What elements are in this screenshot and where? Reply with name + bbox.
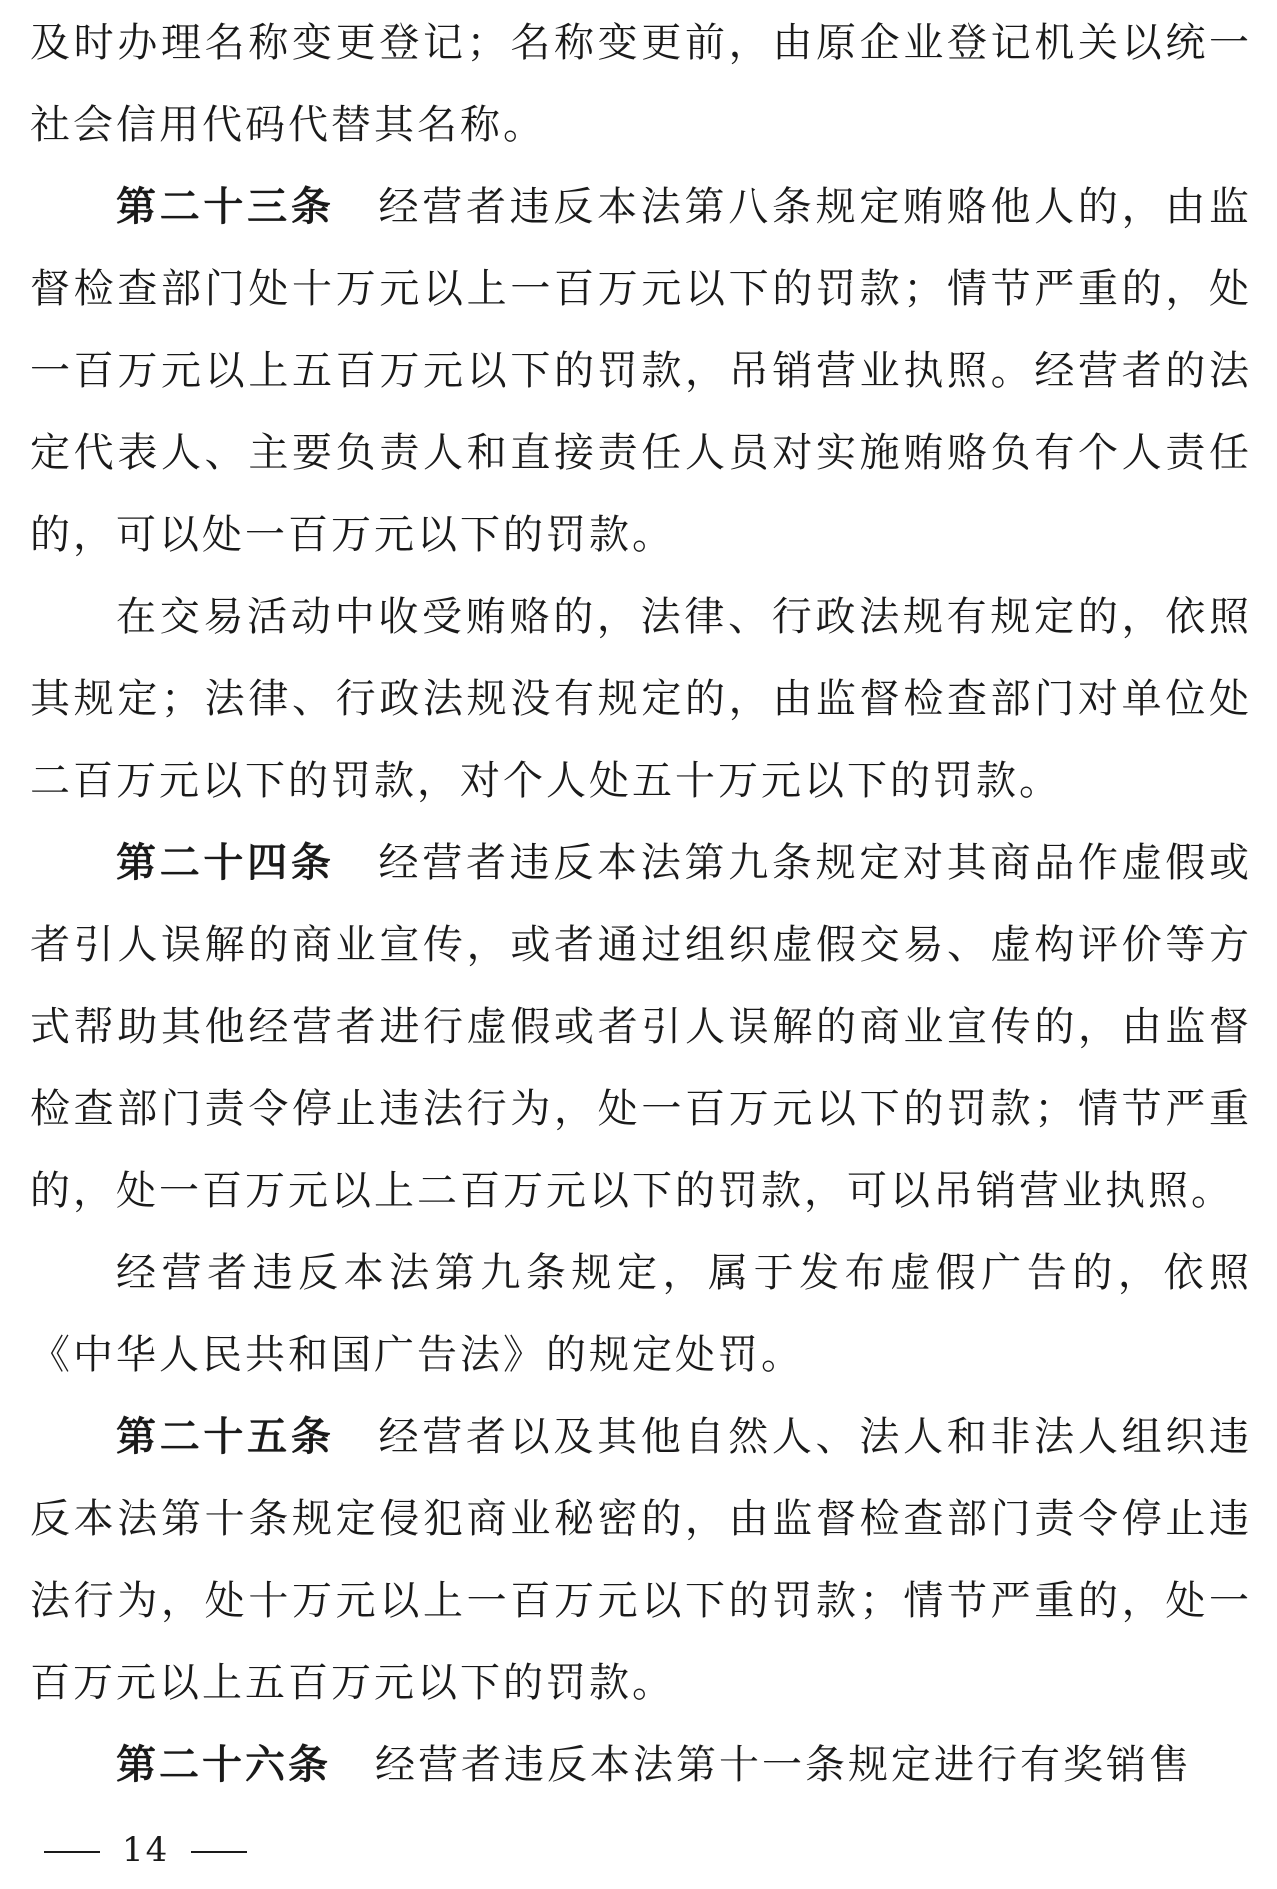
page-number-dash-left <box>44 1851 100 1853</box>
paragraph-continuation <box>30 2 1252 166</box>
page-footer <box>44 1830 247 1870</box>
page-number: 14 <box>122 1830 170 1870</box>
paragraph-article-24 <box>30 822 1252 1232</box>
article-heading: 第二十五条 <box>116 1414 335 1460</box>
document-body <box>30 2 1252 1806</box>
paragraph-text: 经营者以及其他自然人、法人和非法人组织违反本法第十条规定侵犯商业秘密的，由监督检查部门责令停止违法行为，处十万元以上一百万元以下的罚款；情节严重的，处一百万元以上五百万元以下的罚款。 <box>30 1414 1253 1706</box>
article-heading: 第二十三条 <box>116 184 335 230</box>
page-number-dash-right <box>191 1851 247 1853</box>
paragraph-text: 经营者违反本法第九条规定对其商品作虚假或者引人误解的商业宣传，或者通过组织虚假交易、虚构评价等方式帮助其他经营者进行虚假或者引人误解的商业宣传的，由监督检查部门责令停止违法行为，处一百万元以下的罚款；情节严重的，处一百万元以上二百万元以下的罚款，可以吊销营业执照。 <box>30 840 1253 1214</box>
paragraph-article-26 <box>30 1724 1252 1806</box>
paragraph-text: 经营者违反本法第九条规定，属于发布虚假广告的，依照《中华人民共和国广告法》的规定处罚。 <box>30 1250 1252 1378</box>
paragraph-text: 在交易活动中收受贿赂的，法律、行政法规有规定的，依照其规定；法律、行政法规没有规定的，由监督检查部门对单位处二百万元以下的罚款，对个人处五十万元以下的罚款。 <box>30 594 1252 804</box>
paragraph-article-25 <box>30 1396 1252 1724</box>
paragraph-article-23 <box>30 166 1252 576</box>
article-heading: 第二十六条 <box>116 1742 331 1788</box>
paragraph-article-24-advertising <box>30 1232 1252 1396</box>
paragraph-text: 经营者违反本法第十一条规定进行有奖销售 <box>375 1742 1192 1788</box>
paragraph-article-23-bribe-receipt <box>30 576 1252 822</box>
paragraph-text: 及时办理名称变更登记；名称变更前，由原企业登记机关以统一社会信用代码代替其名称。 <box>30 20 1252 148</box>
paragraph-text: 经营者违反本法第八条规定贿赂他人的，由监督检查部门处十万元以上一百万元以下的罚款；情节严重的，处一百万元以上五百万元以下的罚款，吊销营业执照。经营者的法定代表人、主要负责人和直接责任人员对实施贿赂负有个人责任的，可以处一百万元以下的罚款。 <box>30 184 1253 558</box>
article-heading: 第二十四条 <box>116 840 335 886</box>
